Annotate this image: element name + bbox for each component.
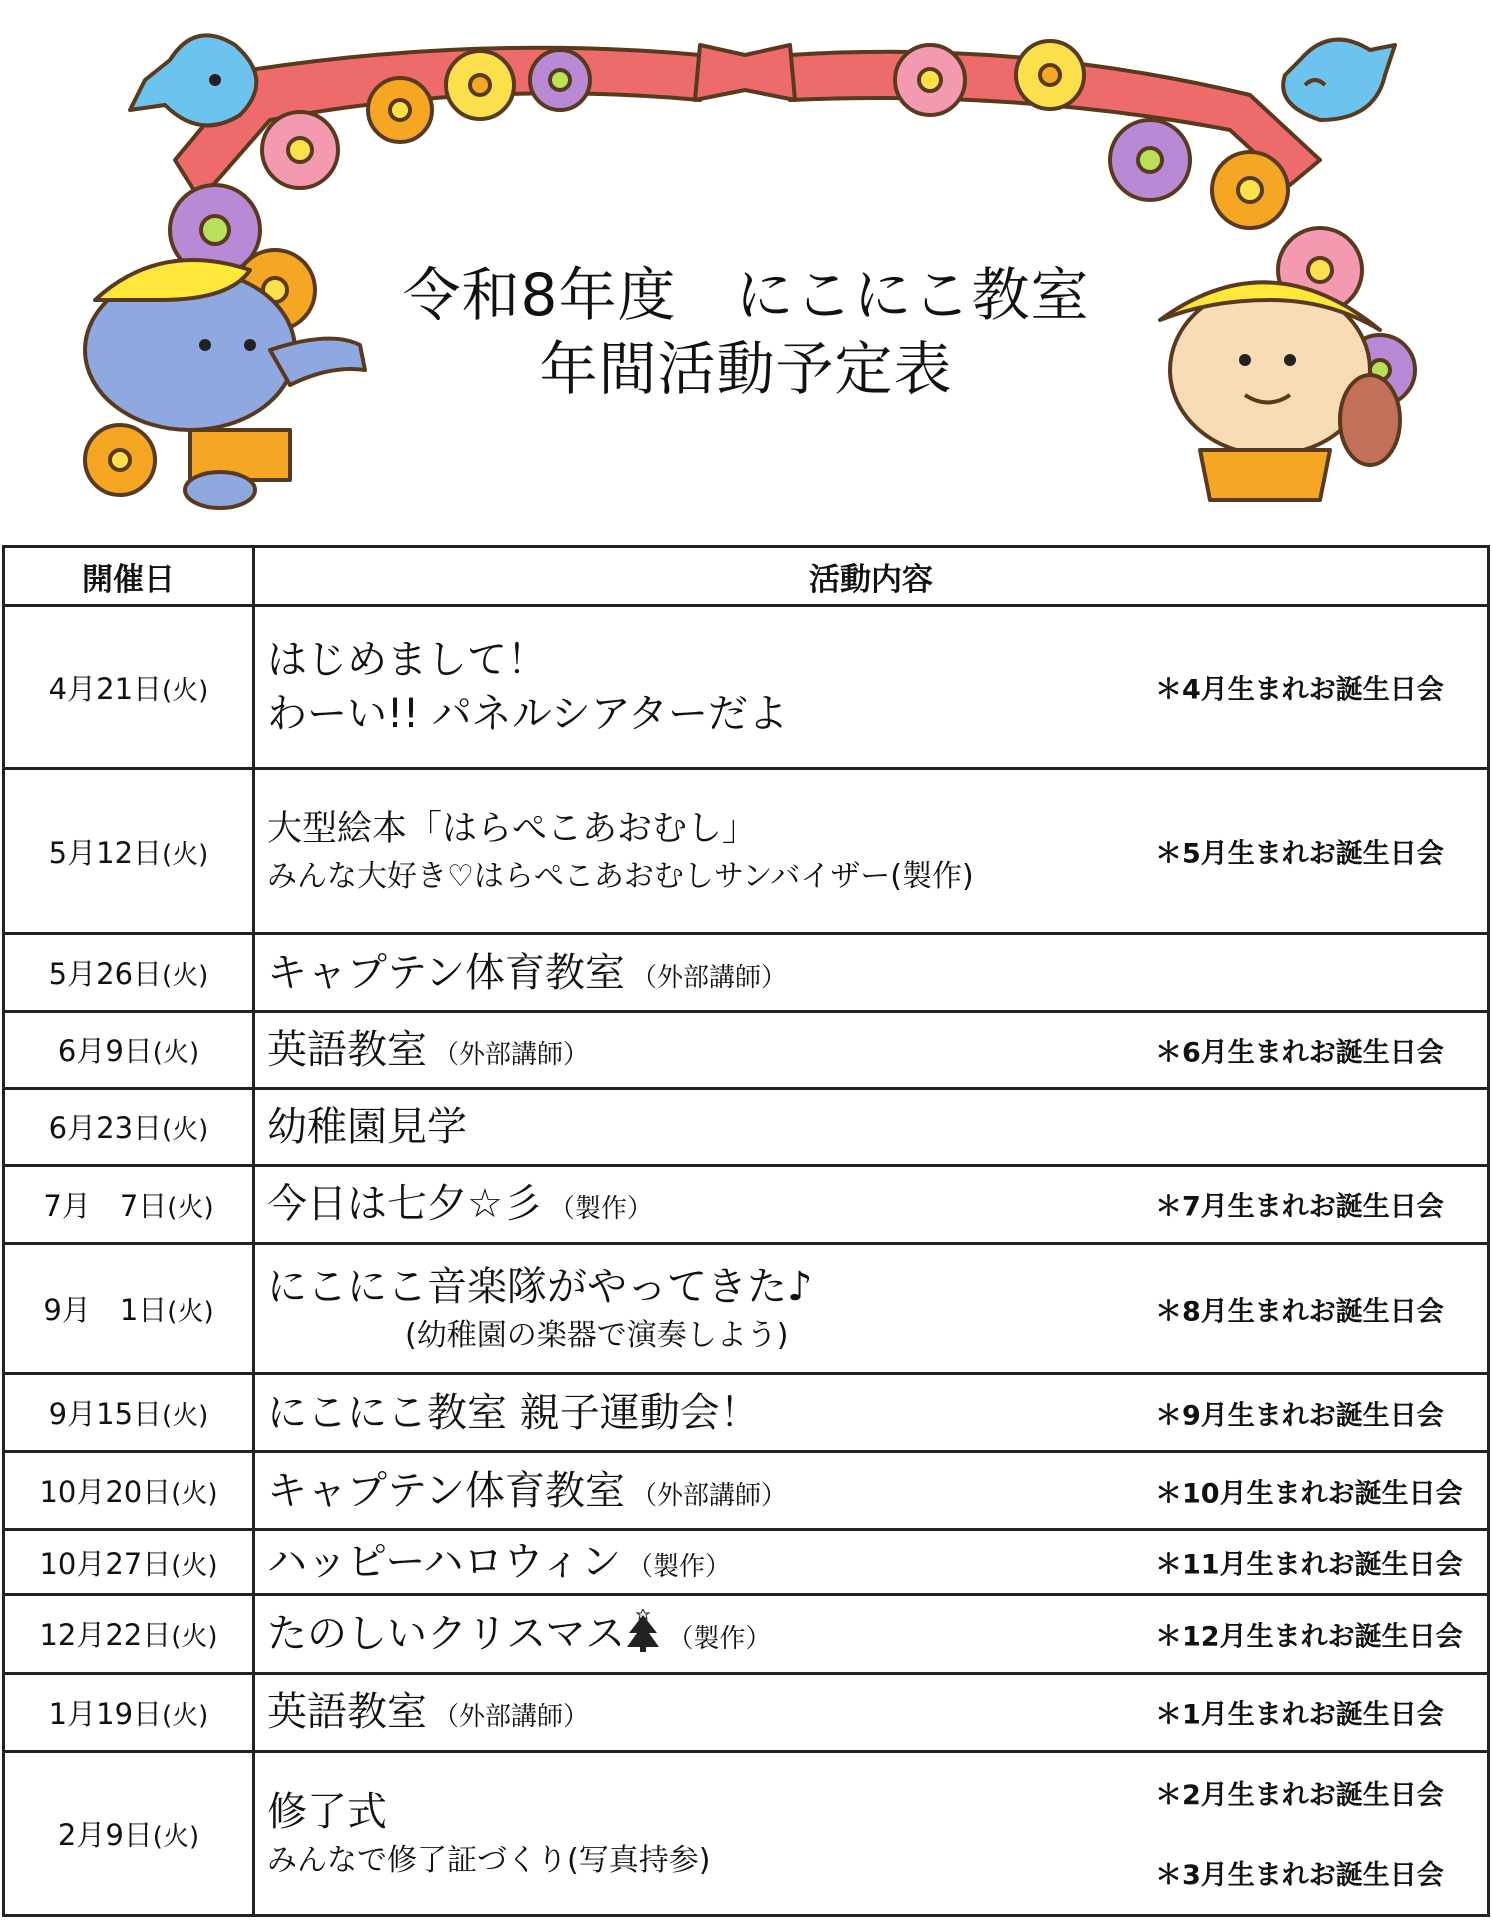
activity-line: 修了式: [267, 1788, 387, 1835]
page-title-line-1: 令和8年度 にこにこ教室: [402, 261, 1090, 329]
header-illustration: [0, 0, 1492, 540]
table-row: [4, 1595, 1489, 1673]
table-row: [4, 1751, 1489, 1915]
activity-note: （外部講師）: [433, 1039, 590, 1070]
ribbon-bow-icon: [695, 45, 795, 100]
date-cell: 9月 1日(火): [4, 1243, 254, 1373]
activity-line: わーい!! パネルシアターだよ: [267, 691, 788, 738]
activity-note: （製作）: [548, 1194, 653, 1225]
date-cell: 6月9日(火): [4, 1011, 254, 1088]
activity-cell: [254, 769, 1489, 934]
activity-line: はじめまして！: [267, 637, 547, 684]
activity-line: みんな大好き♡はらぺこあおむしサンバイザー(製作): [267, 858, 974, 894]
activity-cell: [254, 1011, 1489, 1088]
activity-text: 英語教室: [267, 1689, 427, 1736]
date-cell: 6月23日(火): [4, 1088, 254, 1165]
activity-text: ハッピーハロウィン: [267, 1539, 621, 1586]
activity-cell: [254, 606, 1489, 769]
activity-cell: [254, 1088, 1489, 1165]
christmas-tree-icon: [625, 1609, 661, 1653]
activity-line: (幼稚園の楽器で演奏しよう): [405, 1317, 789, 1353]
birthday-note: ＊6月生まれお誕生日会: [1155, 1037, 1444, 1069]
activity-cell: [254, 1452, 1489, 1530]
activity-cell: [254, 1243, 1489, 1373]
table-row: [4, 934, 1489, 1011]
date-cell: 7月 7日(火): [4, 1165, 254, 1243]
birthday-note: ＊12月生まれお誕生日会: [1155, 1621, 1463, 1653]
birthday-note: ＊11月生まれお誕生日会: [1155, 1549, 1463, 1581]
birthday-note: ＊4月生まれお誕生日会: [1155, 674, 1444, 706]
activity-cell: [254, 1165, 1489, 1243]
activity-cell: [254, 1751, 1489, 1915]
table-row: [4, 1673, 1489, 1751]
birthday-note: ＊8月生まれお誕生日会: [1155, 1296, 1444, 1328]
activity-note: （製作）: [627, 1552, 732, 1583]
header-activity: 活動内容: [254, 547, 1489, 606]
activity-cell: [254, 1673, 1489, 1751]
activity-note: （外部講師）: [433, 1702, 590, 1733]
birthday-note: ＊7月生まれお誕生日会: [1155, 1191, 1444, 1223]
activity-note: （外部講師）: [631, 1480, 788, 1511]
table-row: [4, 1165, 1489, 1243]
header-date: 開催日: [4, 547, 254, 606]
date-cell: 12月22日(火): [4, 1595, 254, 1673]
right-bird-icon: [1283, 40, 1395, 120]
activity-cell: [254, 1530, 1489, 1595]
activity-text: キャプテン体育教室: [267, 949, 625, 996]
birthday-note: ＊1月生まれお誕生日会: [1155, 1699, 1444, 1731]
activity-line: にこにこ音楽隊がやってきた♪: [267, 1263, 813, 1310]
table-header-row: [4, 547, 1489, 606]
activity-cell: [254, 934, 1489, 1011]
activity-text: 今日は七夕☆彡: [267, 1181, 543, 1228]
activity-line: 大型絵本「はらぺこあおむし」: [267, 809, 758, 850]
date-cell: 2月9日(火): [4, 1751, 254, 1915]
date-cell: 5月12日(火): [4, 769, 254, 934]
table-row: [4, 1452, 1489, 1530]
activity-note: （製作）: [667, 1623, 772, 1654]
activity-cell: [254, 1595, 1489, 1673]
left-bird-icon: [130, 35, 256, 125]
date-cell: 9月15日(火): [4, 1374, 254, 1452]
table-row: [4, 606, 1489, 769]
table-row: [4, 1088, 1489, 1165]
date-cell: 10月27日(火): [4, 1530, 254, 1595]
birthday-note: ＊9月生まれお誕生日会: [1155, 1400, 1444, 1432]
birthday-note: ＊2月生まれお誕生日会: [1155, 1779, 1444, 1811]
date-cell: 10月20日(火): [4, 1452, 254, 1530]
table-row: [4, 1011, 1489, 1088]
date-cell: 4月21日(火): [4, 606, 254, 769]
activity-cell: [254, 1374, 1489, 1452]
activity-text: キャプテン体育教室: [267, 1467, 625, 1514]
activity-line: みんなで修了証づくり(写真持参): [267, 1842, 711, 1878]
birthday-note-2: ＊3月生まれお誕生日会: [1155, 1859, 1444, 1891]
activity-text: たのしいクリスマス: [267, 1610, 626, 1657]
table-row: [4, 1530, 1489, 1595]
schedule-table: [2, 545, 1490, 1917]
activity-text: 幼稚園見学: [267, 1103, 467, 1150]
date-cell: 5月26日(火): [4, 934, 254, 1011]
table-row: [4, 1374, 1489, 1452]
page-title-line-2: 年間活動予定表: [539, 335, 953, 403]
activity-text: にこにこ教室 親子運動会！: [267, 1389, 760, 1436]
activity-text: 英語教室: [267, 1026, 427, 1073]
table-row: [4, 1243, 1489, 1373]
birthday-note: ＊10月生まれお誕生日会: [1155, 1478, 1463, 1510]
date-cell: 1月19日(火): [4, 1673, 254, 1751]
table-row: [4, 769, 1489, 934]
activity-note: （外部講師）: [631, 962, 788, 993]
birthday-note: ＊5月生まれお誕生日会: [1155, 838, 1444, 870]
